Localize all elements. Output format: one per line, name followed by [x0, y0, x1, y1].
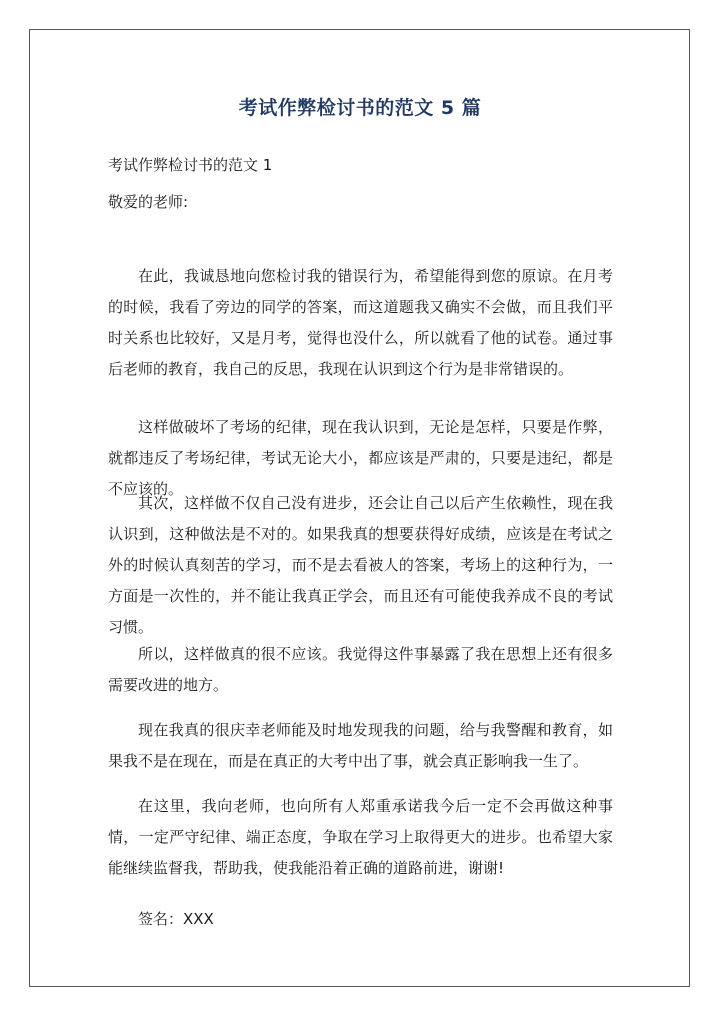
- paragraph-2: 这样做破坏了考场的纪律，现在我认识到，无论是怎样，只要是作弊，就都违反了考场纪律，考试无论大小，都应该是严肃的，只要是违纪，都是不应该的。: [108, 418, 613, 498]
- document-title: 考试作弊检讨书的范文 5 篇: [238, 97, 482, 119]
- paragraph-3: 其次，这样做不仅自己没有进步，还会让自己以后产生依赖性，现在我认识到，这种做法是不对的。如果我真的想要获得好成绩，应该是在考试之外的时候认真刻苦的学习，而不是去看被人的答案，考场上的这种行为，一方面是一次性的，并不能让我真正学会，而且还有可能使我养成不良的考试习惯。: [108, 494, 613, 636]
- salutation: 敬爱的老师:: [108, 193, 189, 211]
- signature: 签名：XXX: [138, 910, 214, 928]
- paragraph-6: 在这里，我向老师，也向所有人郑重承诺我今后一定不会再做这种事情，一定严守纪律、端正态度，争取在学习上取得更大的进步。也希望大家能继续监督我，帮助我，使我能沿着正确的道路前进，谢谢!: [108, 797, 613, 877]
- paragraph-5: 现在我真的很庆幸老师能及时地发现我的问题，给与我警醒和教育，如果我不是在现在，而是在真正的大考中出了事，就会真正影响我一生了。: [108, 721, 613, 770]
- paragraph-4: 所以，这样做真的很不应该。我觉得这件事暴露了我在思想上还有很多需要改进的地方。: [108, 645, 613, 694]
- paragraph-1: 在此，我诚恳地向您检讨我的错误行为，希望能得到您的原谅。在月考的时候，我看了旁边的同学的答案，而这道题我又确实不会做，而且我们平时关系也比较好，又是月考，觉得也没什么，所以就看了他的试卷。通过事后老师的教育，我自己的反思，我现在认识到这个行为是非常错误的。: [108, 267, 613, 378]
- section-heading: 考试作弊检讨书的范文 1: [108, 156, 273, 174]
